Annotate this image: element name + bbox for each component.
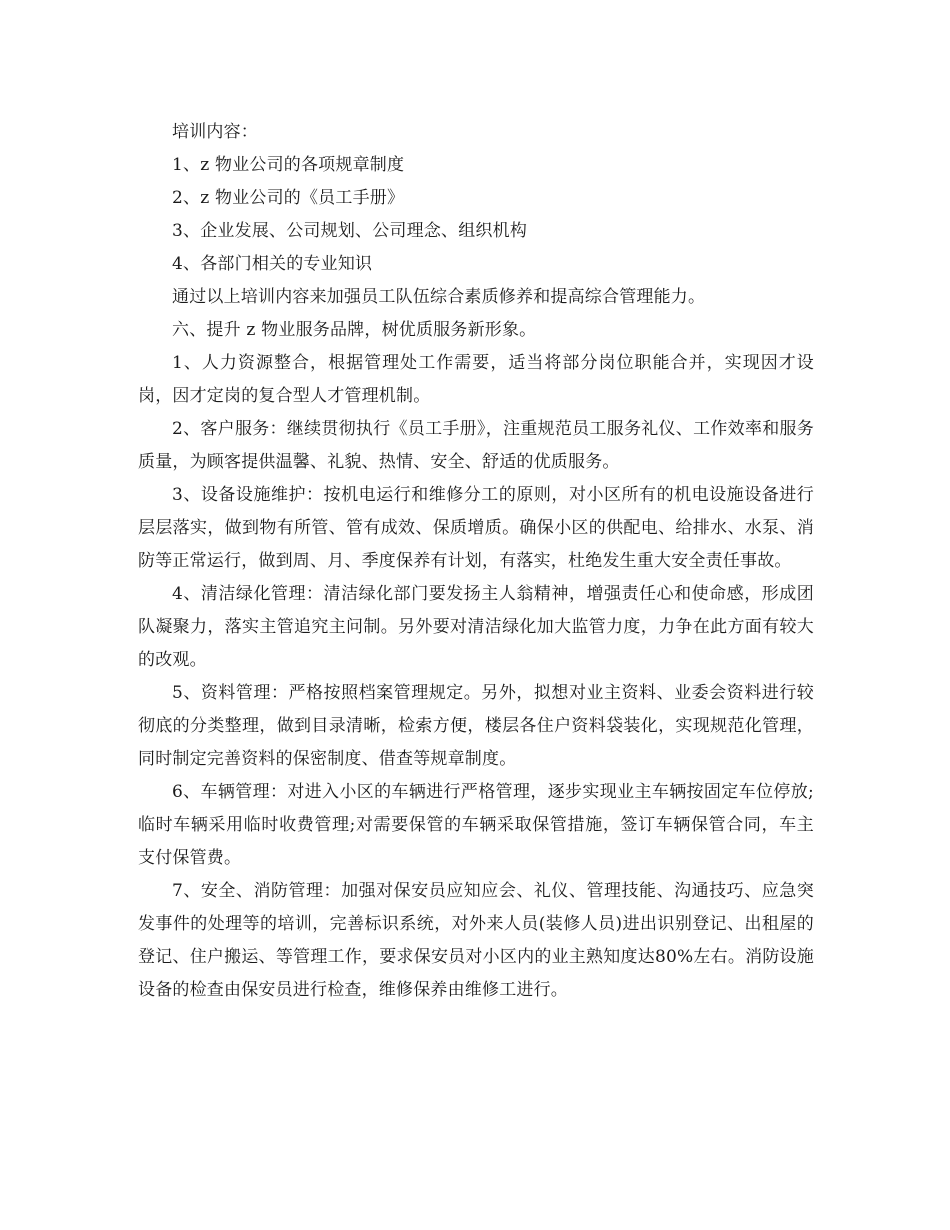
document-body <box>138 116 814 1007</box>
service-item-3-equipment: 3、设备设施维护：按机电运行和维修分工的原则，对小区所有的机电设施设备进行层层落实，做到物有所管、管有成效、保质增质。确保小区的供配电、给排水、水泵、消防等正常运行，做到周、月、季度保养有计划，有落实，杜绝发生重大安全责任事故。 <box>138 485 814 571</box>
section-six-heading: 六、提升 z 物业服务品牌，树优质服务新形象。 <box>172 320 537 340</box>
service-item-7-security: 7、安全、消防管理：加强对保安员应知应会、礼仪、管理技能、沟通技巧、应急突发事件的处理等的培训，完善标识系统，对外来人员(装修人员)进出识别登记、出租屋的登记、住户搬运、等管理工作，要求保安员对小区内的业主熟知度达80%左右。消防设施设备的检查由保安员进行检查，维修保养由维修工进行。 <box>138 881 814 1000</box>
service-item-4-cleaning: 4、清洁绿化管理：清洁绿化部门要发扬主人翁精神，增强责任心和使命感，形成团队凝聚力，落实主管追究主问制。另外要对清洁绿化加大监管力度，力争在此方面有较大的改观。 <box>138 584 814 670</box>
training-summary: 通过以上培训内容来加强员工队伍综合素质修养和提高综合管理能力。 <box>172 287 706 307</box>
training-item-3: 3、企业发展、公司规划、公司理念、组织机构 <box>172 221 528 241</box>
training-content-heading: 培训内容： <box>172 122 258 142</box>
service-item-5-records: 5、资料管理：严格按照档案管理规定。另外，拟想对业主资料、业委会资料进行较彻底的分类整理，做到目录清晰，检索方便，楼层各住户资料袋装化，实现规范化管理，同时制定完善资料的保密制度、借查等规章制度。 <box>138 683 814 769</box>
service-item-2-customer: 2、客户服务：继续贯彻执行《员工手册》，注重规范员工服务礼仪、工作效率和服务质量，为顾客提供温馨、礼貌、热情、安全、舒适的优质服务。 <box>138 419 814 472</box>
training-item-1: 1、z 物业公司的各项规章制度 <box>172 155 405 175</box>
service-item-6-vehicles: 6、车辆管理：对进入小区的车辆进行严格管理，逐步实现业主车辆按固定车位停放;临时车辆采用临时收费管理;对需要保管的车辆采取保管措施，签订车辆保管合同，车主支付保管费。 <box>138 782 814 868</box>
service-item-1-hr: 1、人力资源整合，根据管理处工作需要，适当将部分岗位职能合并，实现因才设岗，因才定岗的复合型人才管理机制。 <box>138 353 814 406</box>
training-item-2: 2、z 物业公司的《员工手册》 <box>172 188 405 208</box>
training-item-4: 4、各部门相关的专业知识 <box>172 254 373 274</box>
